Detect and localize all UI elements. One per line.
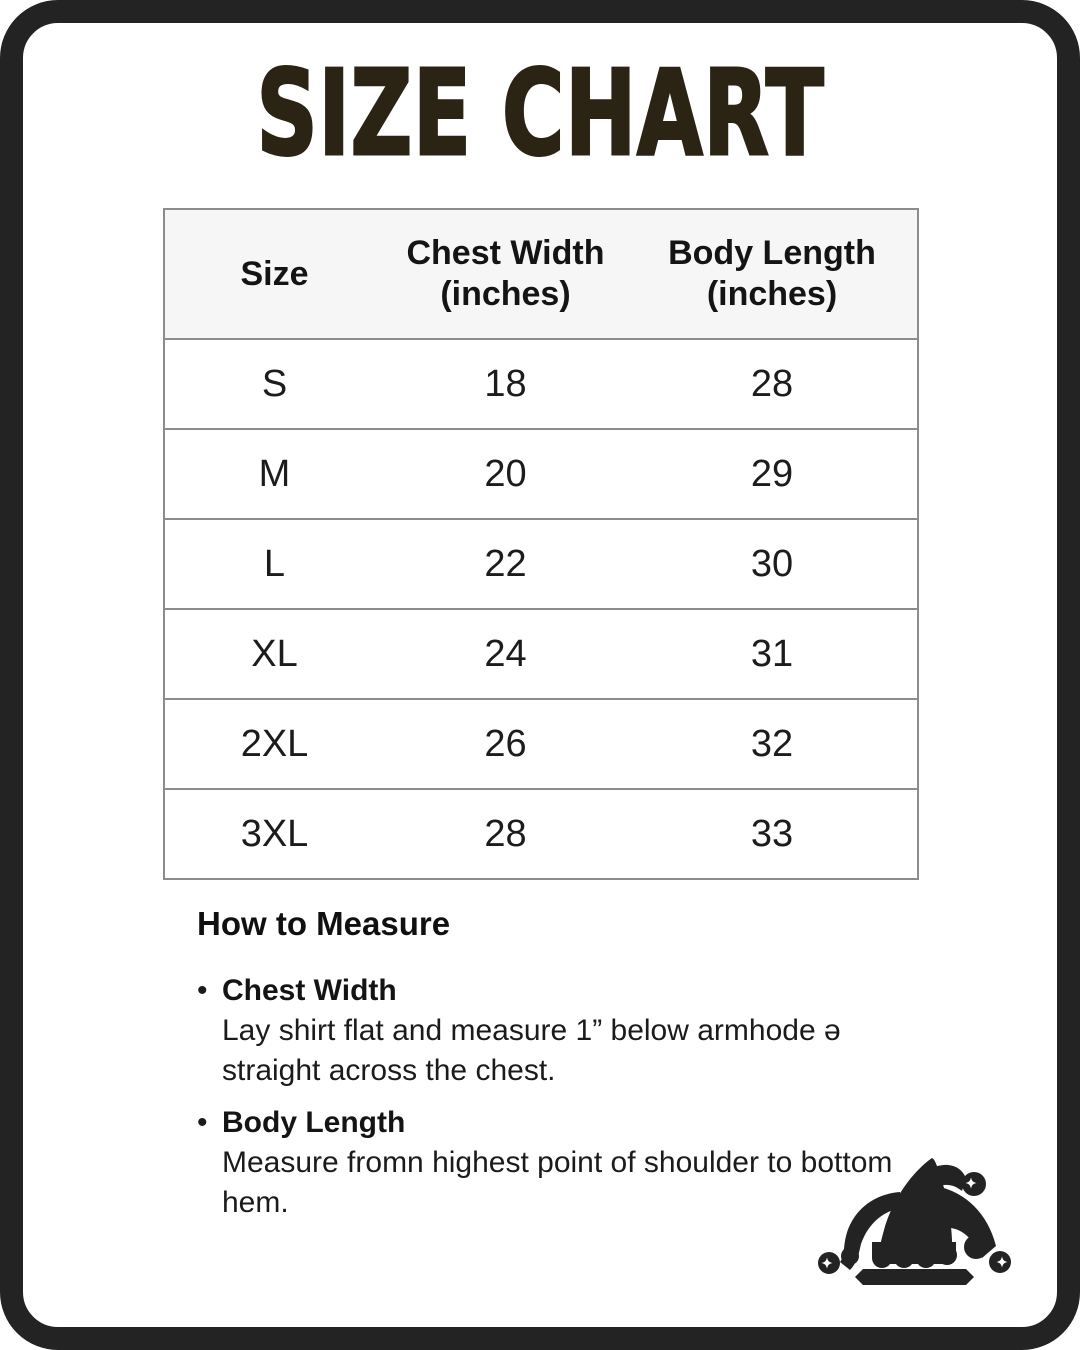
measure-item-body-length [197,1103,917,1223]
measure-item-title: Chest Width [222,974,397,1007]
cell-chest: 28 [484,812,527,855]
cell-chest: 24 [484,632,527,675]
bullet-icon: • [197,974,208,1007]
table-row [164,699,918,789]
cell-length: 33 [750,812,794,855]
section-heading: How to Measure [197,905,451,942]
measure-item-chest-width [197,971,917,1091]
measure-item-text-line: Lay shirt flat and measure 1” below armhode ə [222,1014,841,1047]
how-to-measure-section [197,903,917,1235]
title-area [0,44,1080,182]
cell-size: 3XL [240,812,309,855]
cell-size: 2XL [240,722,309,765]
col-header-chest-width: Chest Width (inches) [384,209,627,339]
size-table [163,208,919,880]
cell-length: 29 [750,452,794,495]
measure-item-text-line: hem. [222,1186,289,1219]
cell-chest: 18 [484,362,527,405]
table-row [164,429,918,519]
col-header-body-length: Body Length (inches) [627,209,918,339]
table-row [164,519,918,609]
cell-chest: 26 [484,722,527,765]
cell-length: 32 [750,722,794,765]
cell-length: 30 [750,542,794,585]
table-row [164,339,918,429]
page-title: SIZE CHART [256,44,824,182]
measure-item-text-line: straight across the chest. [222,1054,556,1087]
measure-item-title: Body Length [222,1106,406,1139]
cell-length: 31 [750,632,794,675]
cell-length: 28 [750,362,794,405]
table-row [164,789,918,879]
cell-size: M [258,452,291,495]
col-header-size: Size [164,209,384,339]
jester-hat-icon [816,1148,1018,1296]
table-header-row [164,209,918,339]
bullet-icon: • [197,1106,208,1139]
cell-size: L [263,542,286,585]
measure-item-text-line: Measure fromn highest point of shoulder to bottom [222,1146,893,1179]
cell-size: S [261,362,288,405]
cell-chest: 20 [484,452,527,495]
cell-size: XL [251,632,298,675]
table-row [164,609,918,699]
cell-chest: 22 [484,542,527,585]
